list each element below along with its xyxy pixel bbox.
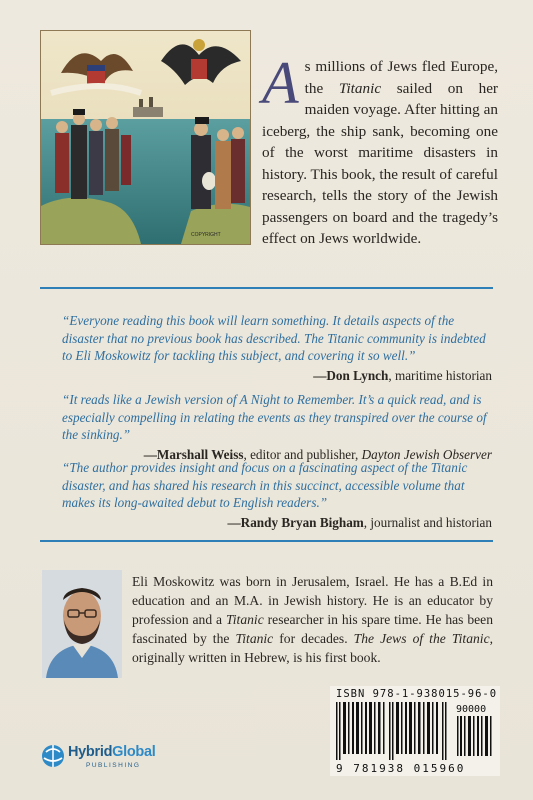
quote-attribution bbox=[62, 514, 492, 532]
blurb-text-2: sailed on her maiden voyage. After hitting an iceberg, the ship sank, becoming one of the worst maritime disasters in history. This book, the result of careful research, tells the story of the Jewish passengers on board and the tragedy’s effect on Jews worldwide. bbox=[262, 79, 498, 247]
price-code: 90000 bbox=[456, 704, 487, 715]
illustration-caption: COPYRIGHT bbox=[191, 232, 221, 238]
quote-role: , editor and publisher, bbox=[243, 446, 362, 462]
author-bio bbox=[132, 572, 493, 667]
review-quote-2 bbox=[62, 391, 492, 463]
cover-illustration bbox=[40, 30, 251, 245]
divider-bottom bbox=[40, 540, 493, 542]
blurb-titanic: Titanic bbox=[338, 79, 382, 97]
drop-cap: A bbox=[262, 50, 299, 116]
isbn-barcode bbox=[330, 686, 500, 776]
review-quote-1 bbox=[62, 312, 492, 384]
quote-author: —Don Lynch bbox=[313, 367, 389, 383]
quote-text: “The author provides insight and focus on a fascinating aspect of the Titanic disaster, and has shared his research in this succinct, accessible volume that makes its long-awaited debut to English readers.” bbox=[62, 460, 468, 510]
publisher-name-2: Global bbox=[112, 744, 156, 760]
quote-author: —Randy Bryan Bigham bbox=[227, 514, 364, 530]
quote-text: “It reads like a Jewish version of A Night to Remember. It’s a quick read, and is especially compelling in relating the events as they transpired over the course of the sinking.” bbox=[62, 392, 487, 442]
bio-text-3: for decades. bbox=[273, 631, 354, 646]
quote-author: —Marshall Weiss bbox=[143, 446, 244, 462]
divider-top bbox=[40, 287, 493, 289]
blurb-text-1: s millions of Jews fled Europe, the bbox=[304, 58, 498, 97]
bio-text-1: Eli Moskowitz was born in Jerusalem, Israel. He has a B.Ed in education and an M.A. in Jewish history. He is an educator by profession and a bbox=[132, 574, 493, 627]
publisher-name bbox=[68, 744, 155, 760]
review-quote-3 bbox=[62, 459, 492, 531]
isbn-number: ISBN 978-1-938015-96-0 bbox=[336, 688, 498, 700]
globe-icon bbox=[40, 742, 66, 770]
publisher-sub: PUBLISHING bbox=[86, 762, 141, 769]
quote-role: , maritime historian bbox=[388, 367, 492, 383]
quote-publication: Dayton Jewish Observer bbox=[361, 446, 492, 462]
barcode-digits: 9 781938 015960 bbox=[336, 762, 466, 775]
publisher-name-1: Hybrid bbox=[68, 744, 113, 760]
quote-role: , journalist and historian bbox=[363, 514, 492, 530]
book-blurb bbox=[262, 50, 498, 250]
bio-book-title: The Jews of the Titanic bbox=[353, 631, 490, 646]
bio-text-2: researcher in his spare time. He has been fascinated by the bbox=[132, 612, 493, 646]
bio-text-4: , originally written in Hebrew, is his first book. bbox=[132, 631, 494, 665]
publisher-logo bbox=[40, 742, 170, 774]
barcode-bars bbox=[334, 702, 454, 760]
bio-titanic-2: Titanic bbox=[235, 631, 274, 646]
author-photo bbox=[42, 570, 122, 678]
addon-barcode-bars bbox=[456, 716, 496, 756]
quote-text: “Everyone reading this book will learn something. It details aspects of the disaster that no previous book has described. The Titanic community is indebted to Eli Moskowitz for tackling this subject, and covering it so well.” bbox=[62, 313, 486, 363]
quote-attribution bbox=[62, 367, 492, 385]
bio-titanic-1: Titanic bbox=[225, 612, 264, 627]
